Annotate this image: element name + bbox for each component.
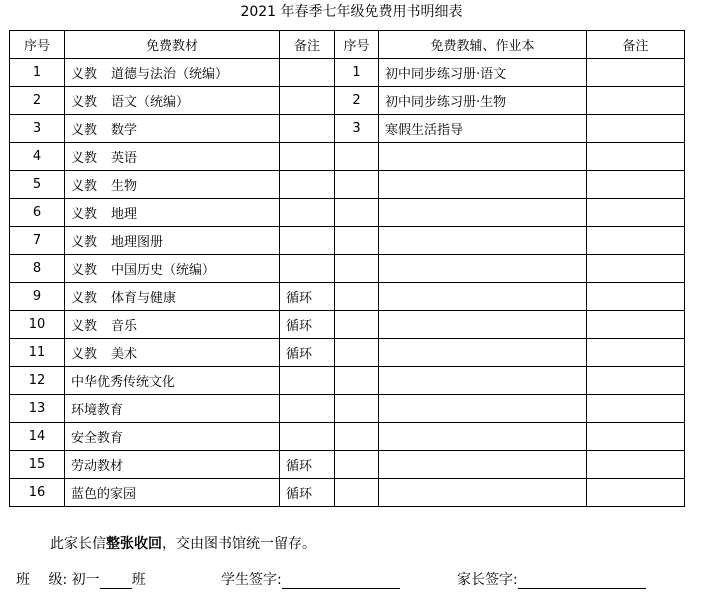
- table-header-row: [10, 31, 685, 59]
- class-blank[interactable]: [100, 572, 132, 589]
- textbook-seq: 12: [10, 367, 65, 395]
- aux-name-empty: [379, 199, 587, 227]
- table-row: [10, 339, 685, 367]
- textbook-prefix: 义教: [71, 67, 98, 82]
- aux-seq-empty: [335, 451, 379, 479]
- textbook-seq: 11: [10, 339, 65, 367]
- aux-name-empty: [379, 395, 587, 423]
- page-title: 2021 年春季七年级免费用书明细表: [240, 4, 463, 20]
- table-row: [10, 451, 685, 479]
- textbook-name-cell: [65, 115, 280, 143]
- textbook-name-cell: [65, 367, 280, 395]
- table-row: [10, 255, 685, 283]
- aux-name-empty: [379, 423, 587, 451]
- textbook-seq: 4: [10, 143, 65, 171]
- textbook-name: 劳动教材: [71, 459, 124, 474]
- table-row: [10, 199, 685, 227]
- table-row: [10, 311, 685, 339]
- textbook-name: 蓝色的家园: [71, 487, 137, 502]
- aux-seq-empty: [335, 199, 379, 227]
- aux-remark-empty: [587, 227, 685, 255]
- textbook-name-cell: [65, 87, 280, 115]
- aux-seq-empty: [335, 283, 379, 311]
- textbook-prefix: 义教: [71, 319, 98, 334]
- textbook-remark: [280, 199, 335, 227]
- textbook-seq: 10: [10, 311, 65, 339]
- aux-name-empty: [379, 311, 587, 339]
- textbook-remark: 循环: [280, 479, 335, 507]
- parent-sign-label: 家长签字:: [457, 572, 518, 588]
- textbook-name: 音乐: [111, 319, 138, 334]
- aux-seq: 3: [335, 115, 379, 143]
- textbook-name: 中国历史（统编）: [111, 263, 216, 278]
- textbook-prefix: 义教: [71, 263, 98, 278]
- table-row: [10, 143, 685, 171]
- aux-remark: [587, 59, 685, 87]
- aux-seq-empty: [335, 227, 379, 255]
- aux-seq: 1: [335, 59, 379, 87]
- textbook-seq: 6: [10, 199, 65, 227]
- header-remark: 备注: [280, 31, 335, 59]
- textbook-name: 体育与健康: [111, 291, 177, 306]
- aux-remark-empty: [587, 143, 685, 171]
- table-row: [10, 283, 685, 311]
- textbook-remark: [280, 367, 335, 395]
- aux-name-empty: [379, 451, 587, 479]
- textbook-name-cell: [65, 143, 280, 171]
- textbook-seq: 7: [10, 227, 65, 255]
- textbook-remark: [280, 87, 335, 115]
- header-remark-2: 备注: [587, 31, 685, 59]
- textbook-name: 中华优秀传统文化: [71, 375, 176, 390]
- aux-remark-empty: [587, 367, 685, 395]
- textbook-name: 数学: [111, 123, 138, 138]
- student-sign-blank[interactable]: [282, 572, 400, 589]
- table-row: [10, 227, 685, 255]
- aux-name: 初中同步练习册·生物: [379, 87, 587, 115]
- textbook-name: 安全教育: [71, 431, 124, 446]
- aux-name-empty: [379, 479, 587, 507]
- student-signature-field: [221, 571, 400, 589]
- parent-sign-blank[interactable]: [518, 572, 646, 589]
- aux-seq-empty: [335, 367, 379, 395]
- parent-signature-field: [457, 571, 646, 589]
- textbook-seq: 13: [10, 395, 65, 423]
- textbook-remark: 循环: [280, 311, 335, 339]
- aux-remark-empty: [587, 451, 685, 479]
- table-row: [10, 479, 685, 507]
- textbook-name: 环境教育: [71, 403, 124, 418]
- aux-remark-empty: [587, 283, 685, 311]
- textbook-remark: [280, 423, 335, 451]
- textbook-remark: [280, 395, 335, 423]
- aux-remark-empty: [587, 311, 685, 339]
- aux-remark-empty: [587, 199, 685, 227]
- table-row: [10, 395, 685, 423]
- textbook-name: 地理图册: [111, 235, 164, 250]
- table-row: [10, 367, 685, 395]
- aux-seq-empty: [335, 143, 379, 171]
- textbook-remark: 循环: [280, 339, 335, 367]
- textbook-name: 美术: [111, 347, 138, 362]
- textbook-prefix: 义教: [71, 123, 98, 138]
- textbook-name-cell: [65, 479, 280, 507]
- textbook-name-cell: [65, 255, 280, 283]
- aux-seq-empty: [335, 171, 379, 199]
- textbook-name-cell: [65, 395, 280, 423]
- textbook-seq: 9: [10, 283, 65, 311]
- textbook-name: 英语: [111, 151, 138, 166]
- aux-remark: [587, 115, 685, 143]
- textbook-seq: 3: [10, 115, 65, 143]
- textbook-seq: 15: [10, 451, 65, 479]
- textbook-name-cell: [65, 339, 280, 367]
- note-text-bold: 整张收回: [106, 536, 162, 552]
- table-row: [10, 171, 685, 199]
- textbook-prefix: 义教: [71, 95, 98, 110]
- note-text-after: ，交由图书馆统一留存。: [162, 536, 316, 552]
- aux-name: 寒假生活指导: [379, 115, 587, 143]
- textbook-seq: 5: [10, 171, 65, 199]
- table-row: [10, 59, 685, 87]
- table-row: [10, 87, 685, 115]
- textbook-name: 语文（统编）: [111, 95, 190, 110]
- class-suffix: 班: [131, 572, 146, 588]
- class-field: [16, 571, 146, 589]
- textbook-name-cell: [65, 199, 280, 227]
- textbook-remark: 循环: [280, 451, 335, 479]
- aux-seq-empty: [335, 395, 379, 423]
- textbook-seq: 16: [10, 479, 65, 507]
- header-seq: 序号: [10, 31, 65, 59]
- aux-remark-empty: [587, 171, 685, 199]
- book-list-table: [9, 30, 685, 507]
- aux-remark-empty: [587, 255, 685, 283]
- aux-name-empty: [379, 143, 587, 171]
- textbook-name: 地理: [111, 207, 138, 222]
- student-sign-label: 学生签字:: [221, 572, 282, 588]
- aux-remark: [587, 87, 685, 115]
- textbook-name: 道德与法治（统编）: [111, 67, 229, 82]
- textbook-remark: [280, 143, 335, 171]
- textbook-prefix: 义教: [71, 291, 98, 306]
- textbook-remark: [280, 171, 335, 199]
- textbook-name: 生物: [111, 179, 138, 194]
- class-label: 班 级: 初一: [16, 572, 100, 588]
- aux-name-empty: [379, 283, 587, 311]
- aux-seq-empty: [335, 479, 379, 507]
- textbook-prefix: 义教: [71, 235, 98, 250]
- textbook-remark: [280, 115, 335, 143]
- textbook-prefix: 义教: [71, 151, 98, 166]
- aux-seq-empty: [335, 311, 379, 339]
- aux-name-empty: [379, 171, 587, 199]
- aux-name: 初中同步练习册·语文: [379, 59, 587, 87]
- collection-note: [50, 535, 316, 553]
- textbook-seq: 2: [10, 87, 65, 115]
- textbook-prefix: 义教: [71, 207, 98, 222]
- textbook-prefix: 义教: [71, 347, 98, 362]
- aux-seq-empty: [335, 339, 379, 367]
- aux-remark-empty: [587, 423, 685, 451]
- aux-name-empty: [379, 227, 587, 255]
- header-free-aux: 免费教辅、作业本: [379, 31, 587, 59]
- aux-seq: 2: [335, 87, 379, 115]
- aux-seq-empty: [335, 255, 379, 283]
- aux-name-empty: [379, 339, 587, 367]
- textbook-name-cell: [65, 311, 280, 339]
- aux-name-empty: [379, 367, 587, 395]
- textbook-remark: [280, 227, 335, 255]
- textbook-name-cell: [65, 171, 280, 199]
- aux-remark-empty: [587, 339, 685, 367]
- table-row: [10, 423, 685, 451]
- header-seq-2: 序号: [335, 31, 379, 59]
- header-free-textbook: 免费教材: [65, 31, 280, 59]
- textbook-name-cell: [65, 423, 280, 451]
- textbook-name-cell: [65, 227, 280, 255]
- textbook-prefix: 义教: [71, 179, 98, 194]
- textbook-remark: [280, 59, 335, 87]
- aux-remark-empty: [587, 479, 685, 507]
- textbook-seq: 8: [10, 255, 65, 283]
- aux-remark-empty: [587, 395, 685, 423]
- textbook-name-cell: [65, 283, 280, 311]
- textbook-name-cell: [65, 451, 280, 479]
- aux-seq-empty: [335, 423, 379, 451]
- table-row: [10, 115, 685, 143]
- note-text-before: 此家长信: [50, 536, 106, 552]
- textbook-name-cell: [65, 59, 280, 87]
- textbook-seq: 1: [10, 59, 65, 87]
- textbook-remark: [280, 255, 335, 283]
- textbook-seq: 14: [10, 423, 65, 451]
- textbook-remark: 循环: [280, 283, 335, 311]
- aux-name-empty: [379, 255, 587, 283]
